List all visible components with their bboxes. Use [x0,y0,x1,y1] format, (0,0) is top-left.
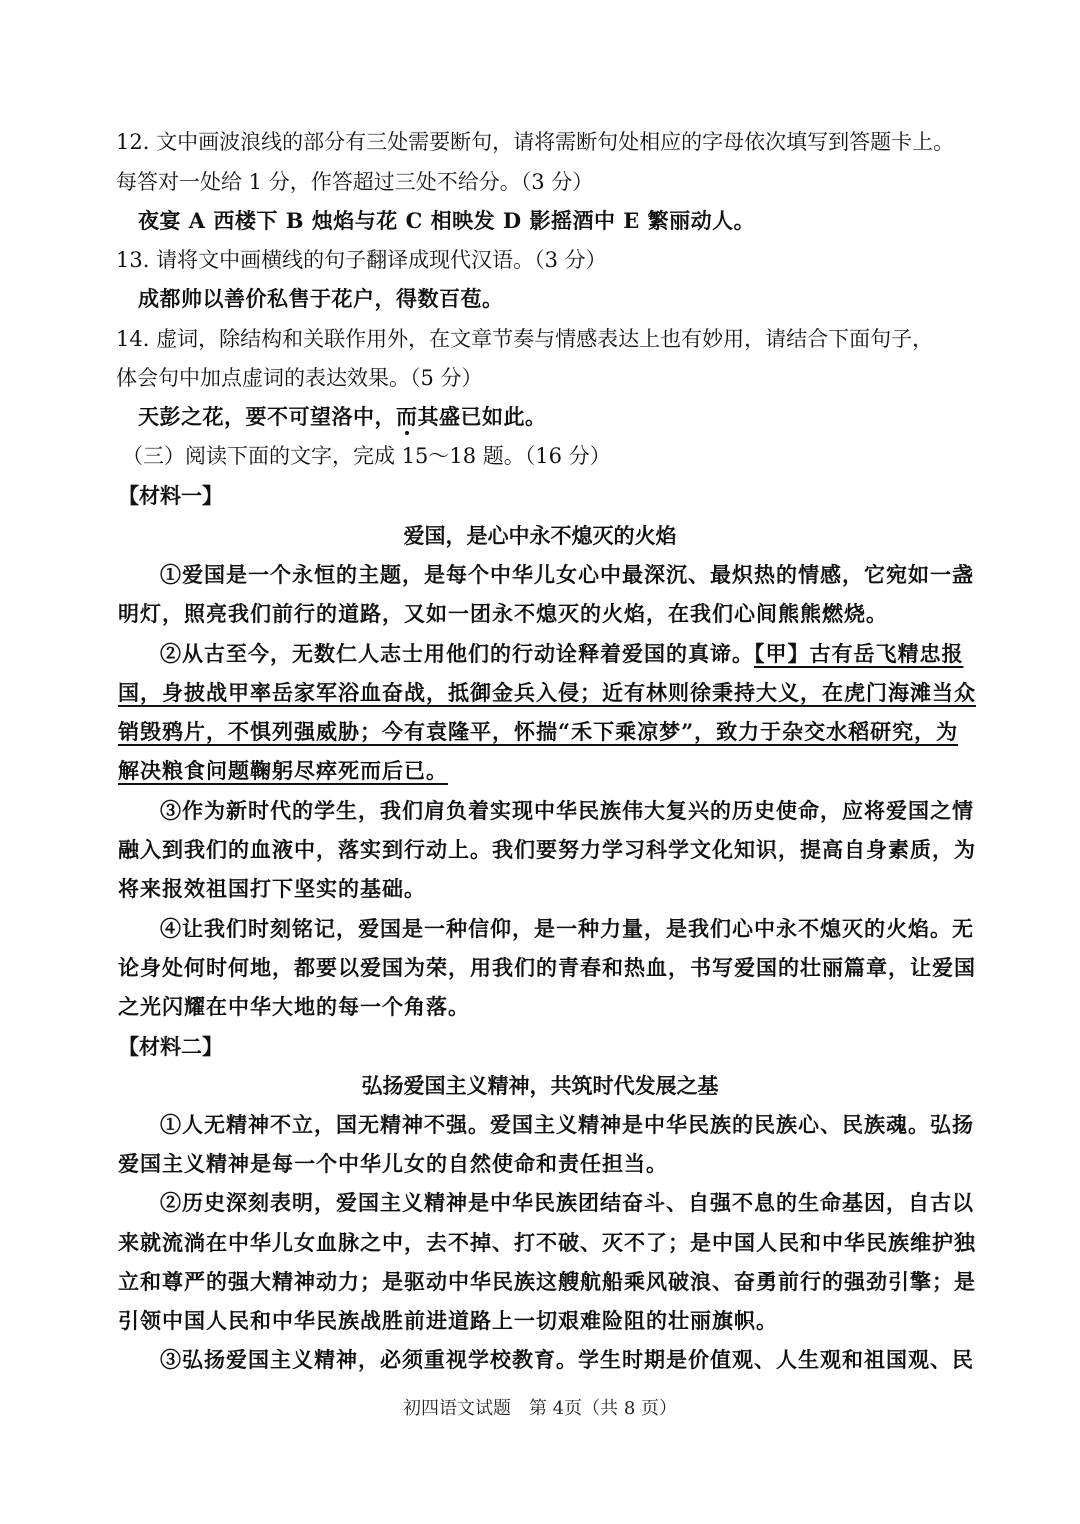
material-1-label: 【材料一】 [118,484,223,508]
q13-line-1: 13. 请将文中画横线的句子翻译成现代汉语。（3 分） [116,248,607,272]
material-2-label: 【材料二】 [118,1035,223,1059]
m1-p2-line-4 [118,756,964,786]
q14-dotted-word: 而 [396,404,418,429]
q12-line-2: 每答对一处给 1 分，作答超过三处不给分。（3 分） [116,170,594,194]
m1-p2-underlined-start: 【甲】古有岳飞精忠报 [754,641,964,666]
m1-p2-line-2 [118,678,976,708]
m2-p2-line-1: ②历史深刻表明，爱国主义精神是中华民族团结奋斗、自强不息的生命基因，自古以 [160,1190,974,1215]
m1-p1-line-2: 明灯，照亮我们前行的道路，又如一团永不熄灭的火焰，在我们心间熊熊燃烧。 [118,601,888,626]
m1-p2-line-1 [160,639,964,669]
q14-line-2: 体会句中加点虚词的表达效果。（5 分） [116,366,483,390]
m2-p2-line-2: 来就流淌在中华儿女血脉之中，去不掉、打不破、灭不了；是中国人民和中华民族维护独 [118,1230,976,1255]
m1-p2-line-3 [118,717,964,747]
section-3-heading: （三）阅读下面的文字，完成 15～18 题。（16 分） [122,444,611,468]
m2-p1-line-2: 爱国主义精神是每一个中华儿女的自然使命和责任担当。 [118,1151,668,1176]
m1-p3-line-1: ③作为新时代的学生，我们肩负着实现中华民族伟大复兴的历史使命，应将爱国之情 [160,798,974,823]
m1-p2-underlined-2: 国，身披战甲率岳家军浴血奋战，抵御金兵入侵；近有林则徐秉持大义，在虎门海滩当众 [118,680,976,705]
m2-p3-line-1: ③弘扬爱国主义精神，必须重视学校教育。学生时期是价值观、人生观和祖国观、民 [160,1347,974,1372]
m1-p3-line-2: 融入到我们的血液中，落实到行动上。我们要努力学习科学文化知识，提高自身素质，为 [118,837,976,862]
m2-p2-line-4: 引领中国人民和中华民族战胜前进道路上一切艰难险阻的壮丽旗帜。 [118,1308,778,1333]
q14-example [138,402,964,432]
m1-p1-line-1: ①爱国是一个永恒的主题，是每个中华儿女心中最深沉、最炽热的情感，它宛如一盏 [160,562,974,587]
m2-p1-line-1: ①人无精神不立，国无精神不强。爱国主义精神是中华民族的民族心、民族魂。弘扬 [160,1112,974,1137]
q12-example: 夜宴 A 西楼下 B 烛焰与花 C 相映发 D 影摇酒中 E 繁丽动人。 [138,208,756,233]
material-1-title: 爱国，是心中永不熄灭的火焰 [403,524,677,548]
material-2-title: 弘扬爱国主义精神，共筑时代发展之基 [361,1074,719,1098]
m1-p4-line-1: ④让我们时刻铭记，爱国是一种信仰，是一种力量，是我们心中永不熄灭的火焰。无 [160,916,974,941]
m2-p2-line-3: 立和尊严的强大精神动力；是驱动中华民族这艘航船乘风破浪、奋勇前行的强劲引擎；是 [118,1269,976,1294]
q12-line-1: 12. 文中画波浪线的部分有三处需要断句，请将需断句处相应的字母依次填写到答题卡上。 [116,130,955,154]
m1-p2-underlined-4: 解决粮食问题鞠躬尽瘁死而后已。 [118,758,448,783]
q14-line-1: 14. 虚词，除结构和关联作用外，在文章节奏与情感表达上也有妙用，请结合下面句子， [116,327,934,351]
m1-p4-line-3: 之光闪耀在中华大地的每一个角落。 [118,994,470,1019]
m1-p3-line-3: 将来报效祖国打下坚实的基础。 [118,876,426,901]
m1-p2-plain: ②从古至今，无数仁人志士用他们的行动诠释着爱国的真谛。 [160,641,754,666]
q14-example-post: 其盛已如此。 [417,404,547,429]
m1-p4-line-2: 论身处何时何地，都要以爱国为荣，用我们的青春和热血，书写爱国的壮丽篇章，让爱国 [118,955,976,980]
m1-p2-underlined-3: 销毁鸦片，不惧列强威胁；今有袁隆平，怀揣“禾下乘凉梦”，致力于杂交水稻研究，为 [118,719,959,744]
q14-example-pre: 天彭之花，要不可望洛中， [138,404,396,429]
q13-example: 成都帅以善价私售于花户，得数百苞。 [138,286,504,311]
page-footer: 初四语文试题 第 4页（共 8 页） [402,1398,678,1419]
